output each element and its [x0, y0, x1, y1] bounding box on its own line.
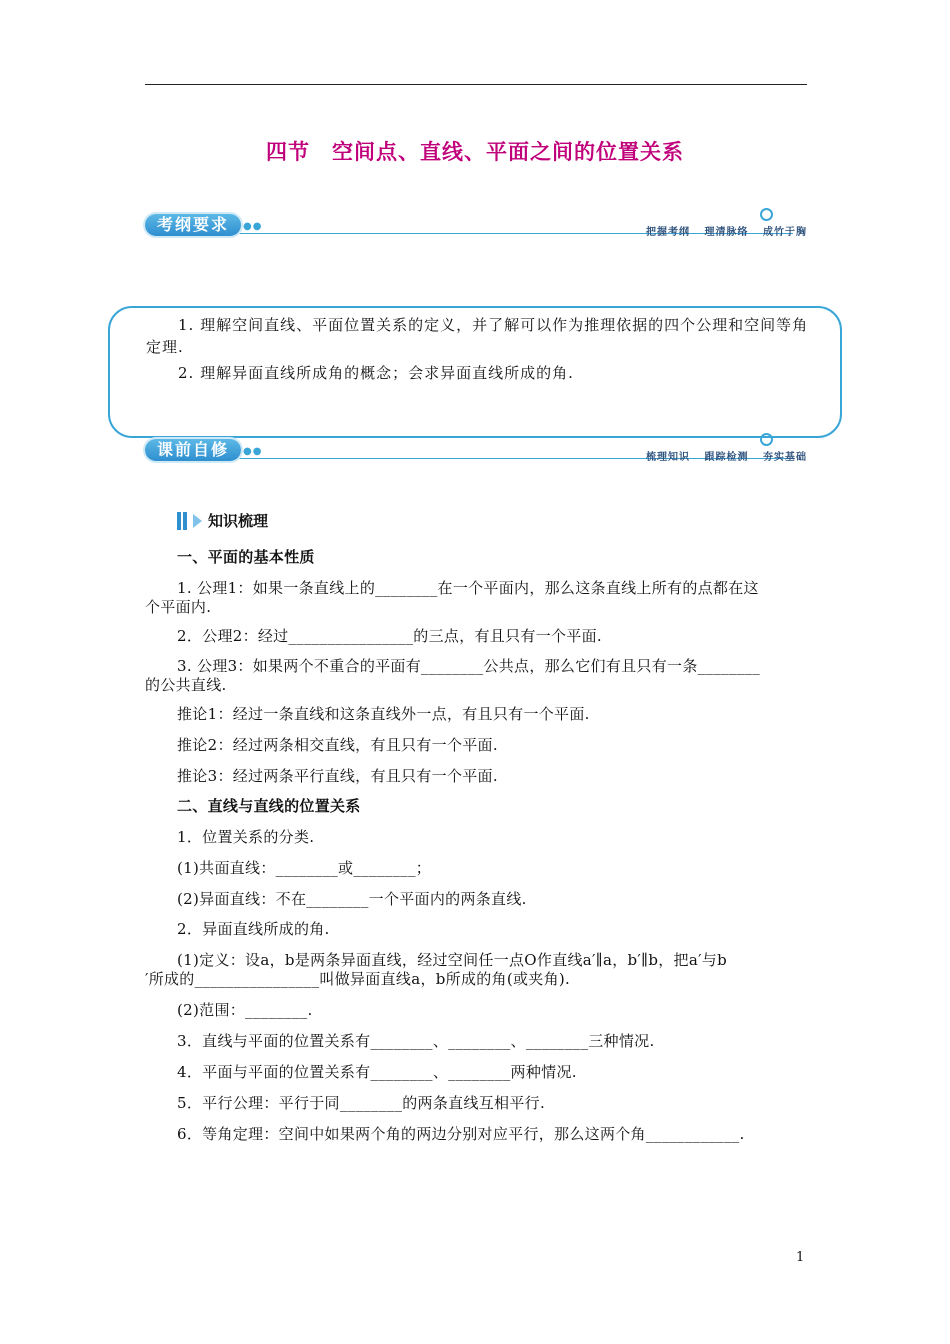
- text-line: 推论2：经过两条相交直线，有且只有一个平面.: [177, 736, 498, 754]
- text-line: ′所成的________________叫做异面直线a，b所成的角(或夹角).: [145, 970, 571, 988]
- text-line: 3. 公理3：如果两个不重合的平面有________公共点，那么它们有且只有一条________: [177, 657, 761, 675]
- text-line: 的公共直线.: [145, 676, 227, 694]
- preview-banner: [145, 431, 813, 465]
- text-line: 个平面内.: [145, 598, 212, 616]
- exam-requirements-banner: [145, 206, 813, 240]
- arrow-icon: [193, 514, 202, 528]
- banner-tag: 考纲要求: [145, 214, 241, 236]
- section-label: 知识梳理: [208, 512, 269, 530]
- text-line: 推论3：经过两条平行直线，有且只有一个平面.: [177, 767, 498, 785]
- text-line: (1)共面直线：________或________；: [177, 859, 432, 877]
- header-rule: [145, 84, 807, 85]
- bars-icon: [177, 512, 187, 530]
- dots-icon: ●●: [243, 446, 263, 457]
- text-line: (2)异面直线：不在________一个平面内的两条直线.: [177, 890, 527, 908]
- page-number: 1: [796, 1250, 805, 1265]
- text-line: (2)范围：________.: [177, 1001, 313, 1019]
- subheading: 二、直线与直线的位置关系: [177, 797, 361, 815]
- requirement-item: 1. 理解空间直线、平面位置关系的定义，并了解可以作为推理依据的四个公理和空间等角定理.: [146, 316, 809, 356]
- text-line: (1)定义：设a，b是两条异面直线，经过空间任一点O作直线a′∥a，b′∥b，把a′与b: [177, 951, 728, 969]
- banner-subtitle: 梳理知识 跟踪检测 夯实基础: [646, 452, 807, 463]
- requirements-text: [146, 314, 810, 384]
- text-line: 6．等角定理：空间中如果两个角的两边分别对应平行，那么这两个角____________.: [177, 1125, 745, 1143]
- section-heading: [177, 510, 268, 531]
- circle-icon: [760, 208, 773, 221]
- text-line: 1. 公理1：如果一条直线上的________在一个平面内，那么这条直线上所有的点都在这: [177, 579, 759, 597]
- text-line: 1．位置关系的分类.: [177, 828, 315, 846]
- dots-icon: ●●: [243, 221, 263, 232]
- text-line: 4．平面与平面的位置关系有________、________两种情况.: [177, 1063, 577, 1081]
- subheading: 一、平面的基本性质: [177, 548, 315, 566]
- text-line: 2．公理2：经过________________的三点，有且只有一个平面.: [177, 627, 602, 645]
- text-line: 2．异面直线所成的角.: [177, 920, 330, 938]
- requirement-item: 2. 理解异面直线所成角的概念；会求异面直线所成的角.: [178, 364, 574, 382]
- banner-subtitle: 把握考纲 理清脉络 成竹于胸: [646, 227, 807, 238]
- text-line: 推论1：经过一条直线和这条直线外一点，有且只有一个平面.: [177, 705, 590, 723]
- circle-icon: [760, 433, 773, 446]
- text-line: 3．直线与平面的位置关系有________、________、________三种情况.: [177, 1032, 655, 1050]
- banner-tag: 课前自修: [145, 439, 241, 461]
- text-line: 5．平行公理：平行于同________的两条直线互相平行.: [177, 1094, 546, 1112]
- page-title: 四节 空间点、直线、平面之间的位置关系: [266, 140, 684, 164]
